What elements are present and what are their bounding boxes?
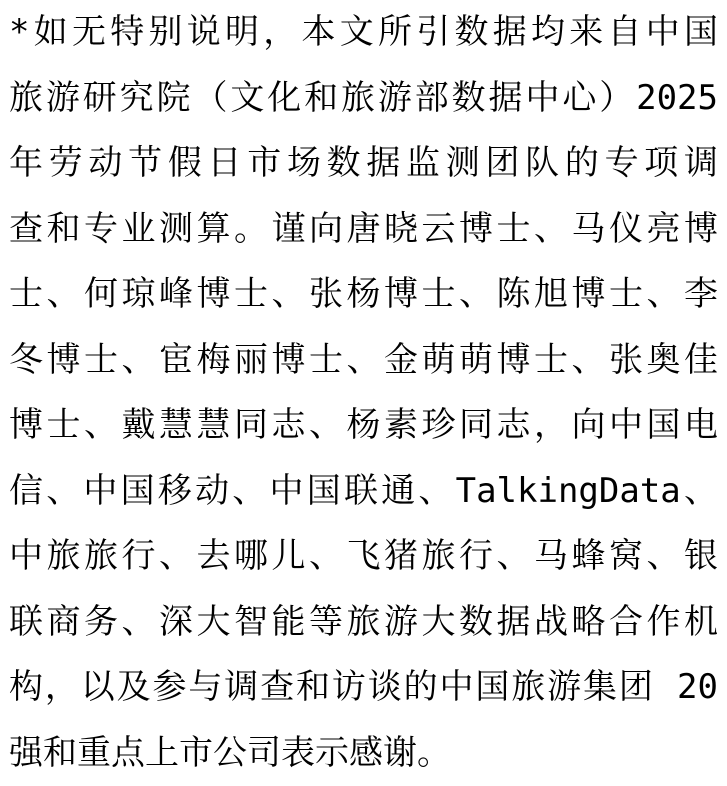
text-line: 年劳动节假日市场数据监测团队的专项调 [9,143,718,183]
text-line: 信、中国移动、中国联通、TalkingData、 [9,470,718,511]
text-line: 士、何琼峰博士、张杨博士、陈旭博士、李 [9,274,718,314]
text-line: 博士、戴慧慧同志、杨素珍同志，向中国电 [9,405,718,445]
text-line: 冬博士、宦梅丽博士、金萌萌博士、张奥佳 [9,339,718,380]
text-line: 强和重点上市公司表示感谢。 [9,732,451,773]
text-line: 联商务、深大智能等旅游大数据战略合作机 [9,601,718,642]
text-line: 旅游研究院（文化和旅游部数据中心）2025 [9,77,718,118]
text-line: 构，以及参与调查和访谈的中国旅游集团 20 [9,667,718,707]
text-line: 查和专业测算。谨向唐晓云博士、马仪亮博 [9,208,718,249]
text-line: *如无特别说明，本文所引数据均来自中国 [9,12,718,52]
text-line: 中旅旅行、去哪儿、飞猪旅行、马蜂窝、银 [9,536,718,576]
acknowledgment-note [9,0,718,786]
